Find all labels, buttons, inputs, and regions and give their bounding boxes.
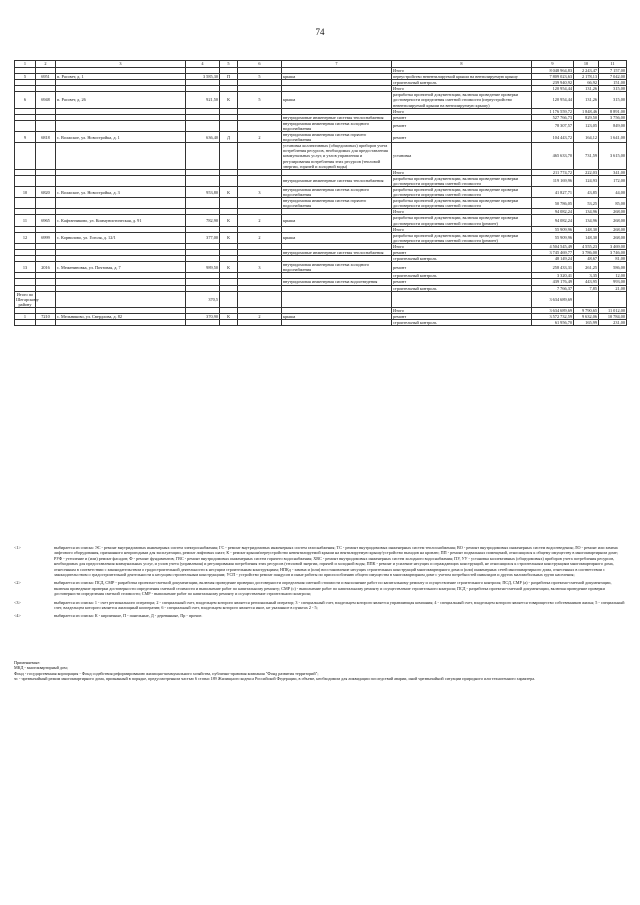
table-cell: крыша (282, 232, 392, 243)
table-cell: 3 786,00 (574, 250, 599, 256)
table-cell: 829,50 (574, 114, 599, 120)
table-row (15, 215, 627, 226)
table-row (15, 186, 627, 197)
table-cell: 55 909,96 (532, 226, 574, 232)
table-cell: Итого (392, 209, 532, 215)
table-cell: 2 (238, 132, 282, 143)
table-cell (56, 320, 186, 326)
table-cell: 123,05 (574, 120, 599, 131)
table-cell: п. Рассвет, д. 1 (56, 74, 186, 80)
table-cell: 151,00 (599, 80, 627, 86)
header-cell: 6 (238, 61, 282, 68)
table-cell: внутридомовая инженерная система водоотведения (282, 279, 392, 285)
table-cell (392, 291, 532, 307)
table-cell: 8 048 964,83 (532, 68, 574, 74)
footnote (14, 545, 626, 577)
table-cell: 315,00 (599, 92, 627, 108)
footnote-text: выбирается из списка: ПСД, СМР - разработка проектно-сметной документации, включая проведение проверки достоверности определения сметной стоимости и выполнение работ по капитальному ремонту и осуществление строительного контроля; ПСД, СМР (а) - разработка проектно-сметной документации, включая проведение проверки достоверности определения сметной стоимости и выполнение работ по капитальному ремонту; СМР (с) - выполнение работ по капитальному ремонту и осуществление строительного контроля; ПСД - разработка проектно-сметной документации, включая проведение проверки достоверности определения сметной стоимости; СМР - выполнение работ по капитальному ремонту и осуществление строительного контроля; (54, 580, 612, 597)
table-cell: 3 756,00 (599, 114, 627, 120)
header-row (15, 61, 627, 68)
table-cell (238, 175, 282, 186)
footnote (14, 600, 626, 611)
table-cell: внутридомовые инженерные системы теплоснабжения (282, 114, 392, 120)
table-row (15, 92, 627, 108)
footnote-text: выбирается из списка: ЭС - ремонт внутридомовых инженерных систем электроснабжения; ГС - ремонт внутридомовых инженерных систем газоснабжения; ТС - ремонт внутридомовых инженерных систем теплоснабжения; ВО - ремонт внутридомовых инженерных систем водоотведения; ЛО - ремонт или замена лифтового оборудования, признанного непригодным для эксплуатации, ремонт лифтовых шахт; К - ремонт крыши/переустройство невентилируемой крыши на вентилируемую крышу/устройство выходов на кровлю; ПП - ремонт подвальных помещений, относящихся к общему имуществу в многоквартирном доме; РУФ - утепление и (или) ремонт фасадов; Ф - ремонт фундаментов; ГВС - ремонт внутридомовых инженерных систем горячего водоснабжения; ХВС - ремонт внутридомовых инженерных систем холодного водоснабжения; ПУ, УУ - установка коллективных (общедомовых) приборов учета потребления ресурсов, необходимых для предоставления коммунальных услуг, и узлов учета (управления) и регулирования потребления этих ресурсов (тепловой энергии, горячей и холодной воды; ППК - ремонт и усиление несущих и ограждающих конструкций, не относящихся к строительным конструкциям многоквартирного дома, отнесенным в соответствии с законодательством о градостроительной деятельности к несущим строительным конструкциям; НПКд - замена и (или) восстановление несущих строительных конструкций многоквартирного дома и (или) инженерных сетей многоквартирного дома, отнесенных в соответствии с законодательством о градостроительной деятельности к несущим строительным конструкциям; УСП - устройство ремонт пандусов и иные работы по приспособлению общего имущества в многоквартирном доме с учетом потребностей инвалидов и других маломобильных групп населения; (54, 545, 618, 578)
header-cell: 8 (392, 61, 532, 68)
table-cell: разработка проектной документации, включая проведение проверки достоверности определения сметной стоимости (392, 198, 532, 209)
table-cell: 6999 (36, 232, 56, 243)
table-cell: 134,96 (574, 209, 599, 215)
table-cell: Итого (392, 243, 532, 249)
table-cell (186, 120, 220, 131)
table-cell: 370,5 (186, 291, 220, 307)
table-cell: ремонт (392, 132, 532, 143)
table-cell: 341,00 (599, 169, 627, 175)
table-cell: 2 (238, 314, 282, 320)
table-cell: 148,30 (574, 232, 599, 243)
table-cell: 268,00 (599, 226, 627, 232)
table-cell: 165,99 (574, 320, 599, 326)
table-cell: 261,25 (574, 262, 599, 273)
table-cell: 5 (15, 74, 36, 80)
table-cell: установка (392, 143, 532, 169)
table-cell: 66,92 (574, 80, 599, 86)
table-cell: п. Рассвет, д. 26 (56, 92, 186, 108)
table-cell: 11 012,00 (599, 307, 627, 313)
header-cell: 7 (282, 61, 392, 68)
table-cell: 1 176 559,72 (532, 108, 574, 114)
table-cell: 12 (15, 232, 36, 243)
table-cell: 81,00 (599, 256, 627, 262)
table-cell: внутридомовые инженерные системы теплоснабжения (282, 175, 392, 186)
table-cell: разработка проектной документации, включая проведение проверки достоверности определения сметной стоимости (ремонт) (392, 232, 532, 243)
footnote-text: выбирается из списка: К - кирпичные, П - панельные, Д - деревянные, Пр - прочие. (54, 613, 203, 619)
footnote-key: <1> (14, 545, 21, 550)
table-cell: Итого по Шегарскому району (16, 291, 39, 307)
table-cell (36, 198, 56, 209)
table-cell: переустройство невентилируемой крыши на вентилируемую крышу (392, 74, 532, 80)
table-cell: внутридомовая инженерная система холодного водоснабжения (282, 120, 392, 131)
table-cell (282, 291, 392, 307)
table-cell: 443,95 (574, 279, 599, 285)
table-cell: 7210 (36, 314, 56, 320)
table-cell: 211 774,72 (532, 169, 574, 175)
table-cell (238, 120, 282, 131)
table-cell: установка коллективных (общедомовых) приборов учета потребления ресурсов, необходимых для предоставления коммунальных услуг, и узлов управления и регулирования потребления этих ресурсов (тепловой энергии, горячей и холодной воды) (282, 143, 392, 169)
abbreviations-legend (14, 660, 626, 682)
table-cell: строительный контроль (392, 320, 532, 326)
table-row (15, 320, 627, 326)
table-cell: 258 433,31 (532, 262, 574, 273)
table-row (15, 291, 627, 307)
header-cell: 3 (56, 61, 186, 68)
table-row (15, 120, 627, 131)
table-cell: 124,93 (574, 175, 599, 186)
table-cell (574, 291, 599, 307)
table-cell: 11 (15, 215, 36, 226)
table-cell: 6965 (36, 215, 56, 226)
table-cell: 10 784,00 (599, 314, 627, 320)
table-cell: 3 585,30 (186, 74, 220, 80)
table-cell: 8 891,00 (599, 108, 627, 114)
table-cell: 41 827,71 (532, 186, 574, 197)
table-cell: с. Корнилово, ул. Гоголя, д. 12/1 (56, 232, 186, 243)
table-cell: 268,00 (599, 232, 627, 243)
table-cell: разработка проектной документации, включая проведение проверки достоверности определения сметной стоимости (392, 186, 532, 197)
table-cell: 50 786,05 (532, 198, 574, 209)
table-cell: К (220, 215, 238, 226)
table-cell: строительный контроль (392, 80, 532, 86)
table-cell: 3 634 689,69 (532, 307, 574, 313)
header-cell: 5 (220, 61, 238, 68)
table-cell: 4 555,23 (574, 243, 599, 249)
table-cell (15, 320, 36, 326)
table-cell: 85,00 (599, 198, 627, 209)
table-cell: 104 443,72 (532, 132, 574, 143)
table-cell: Итого (392, 68, 532, 74)
table-cell (186, 175, 220, 186)
table-cell: 55 909,96 (532, 232, 574, 243)
capital-repair-table (14, 60, 627, 326)
table-cell (15, 143, 36, 169)
table-cell: 268,00 (599, 215, 627, 226)
table-cell: с. Мельниково, ул. Свердлова, д. 82 (56, 314, 186, 320)
table-row (15, 232, 627, 243)
table-cell (36, 120, 56, 131)
table-cell: разработка проектной документации, включая проведение проверки достоверности определения сметной стоимости (переустройство невентилируемой крыши на вентилируемую крышу) (392, 92, 532, 108)
table-cell: 921,50 (186, 92, 220, 108)
table-cell: 48,67 (574, 256, 599, 262)
table-cell: 993,00 (599, 279, 627, 285)
table-row (15, 175, 627, 186)
table-cell: крыша (282, 92, 392, 108)
table-cell (186, 198, 220, 209)
table-cell (186, 320, 220, 326)
table-cell: 9 790,65 (574, 307, 599, 313)
table-cell: 5 (238, 74, 282, 80)
table-cell: 3,35 (574, 273, 599, 279)
table-cell: 222,03 (574, 169, 599, 175)
table-cell: с. Волжское, ул. Новостройка, д. 1 (56, 132, 186, 143)
legend-item: МКД - многоквартирный дом; (14, 665, 68, 671)
table-cell: внутридомовая инженерная система холодного водоснабжения (282, 186, 392, 197)
table-cell: 164,12 (574, 132, 599, 143)
table-cell: 6818 (36, 132, 56, 143)
table-cell: 9 (15, 132, 36, 143)
table-cell: 268,00 (599, 209, 627, 215)
footnote (14, 580, 626, 596)
table-cell: 3 615,00 (599, 143, 627, 169)
table-cell: 731,59 (574, 143, 599, 169)
legend-item: Фонд - государственная корпорация - Фонд содействия реформированию жилищно-коммунального хозяйства, публично-правовая компания "Фонд развития территорий"; (14, 670, 319, 676)
table-cell: 7 157,00 (599, 68, 627, 74)
header-cell: 10 (574, 61, 599, 68)
table-cell (599, 291, 627, 307)
table-cell: 119 169,96 (532, 175, 574, 186)
table-cell: 465 633,70 (532, 143, 574, 169)
table-cell: 120 954,44 (532, 86, 574, 92)
footnote-key: <4> (14, 613, 21, 619)
table-cell: 3 (238, 262, 282, 273)
table-cell: 782,90 (186, 215, 220, 226)
table-cell: строительный контроль (392, 273, 532, 279)
table-cell: 953,80 (186, 186, 220, 197)
footnotes (14, 545, 626, 622)
table-cell: 9 632,06 (574, 314, 599, 320)
table-cell: 7 809 023,63 (532, 74, 574, 80)
table-cell: 6 (15, 92, 36, 108)
legend-title: Применяемые: (14, 660, 41, 665)
table-cell: 3 634 689,69 (532, 291, 574, 307)
table-cell: ремонт (392, 262, 532, 273)
table-cell: 1 641,00 (599, 132, 627, 143)
table-cell: разработка проектной документации, включая проведение проверки достоверности определения сметной стоимости (ремонт) (392, 215, 532, 226)
table-cell (15, 120, 36, 131)
table-cell (238, 291, 282, 307)
header-cell: 4 (186, 61, 220, 68)
table-cell: 527 766,73 (532, 114, 574, 120)
table-cell: 370,90 (186, 314, 220, 320)
table-cell: 586,00 (599, 262, 627, 273)
table-cell: 231,00 (599, 320, 627, 326)
table-cell: 3 572 732,59 (532, 314, 574, 320)
table-cell: 12,00 (599, 273, 627, 279)
table-cell (56, 175, 186, 186)
table-cell (36, 143, 56, 169)
page-number: 74 (315, 27, 325, 37)
table-cell: 7,85 (574, 285, 599, 291)
table-cell: 148,30 (574, 226, 599, 232)
table-cell: 21,00 (599, 285, 627, 291)
table-cell: ремонт (392, 114, 532, 120)
table-cell: К (220, 262, 238, 273)
table-cell: с. Межениновка, ул. Почтовая, д. 7 (56, 262, 186, 273)
table-cell: внутридомовая инженерная система горячего водоснабжения (282, 198, 392, 209)
table-cell: 2016 (36, 262, 56, 273)
header-cell: 11 (599, 61, 627, 68)
table-cell: 5 (238, 92, 282, 108)
table-cell: К (220, 314, 238, 320)
table-cell (220, 120, 238, 131)
table-cell: Итого (392, 86, 532, 92)
footnote-key: <3> (14, 599, 21, 605)
table-cell: с. Кафтанчиково, ул. Коммунистическая, д. 91 (56, 215, 186, 226)
table-cell: 120 954,44 (532, 92, 574, 108)
table-cell: внутридомовые инженерные системы теплоснабжения (282, 250, 392, 256)
table-cell: Итого (392, 307, 532, 313)
table-cell: крыша (282, 314, 392, 320)
table-cell (36, 320, 56, 326)
header-cell: 2 (36, 61, 56, 68)
table-cell: ремонт (392, 120, 532, 131)
table-cell: 849,00 (599, 120, 627, 131)
table-cell: строительный контроль (392, 285, 532, 291)
table-cell: крыша (282, 215, 392, 226)
table-cell: 10 (15, 186, 36, 197)
table-cell (220, 320, 238, 326)
table-cell (238, 198, 282, 209)
table-cell: 2 243,47 (574, 68, 599, 74)
table-cell (220, 143, 238, 169)
table-cell (238, 143, 282, 169)
table-cell: 94 082,24 (532, 209, 574, 215)
table-row (15, 262, 627, 273)
table-cell: 44,00 (599, 186, 627, 197)
table-cell (220, 175, 238, 186)
table-cell: 13 (15, 262, 36, 273)
table-cell: 3 745 469,77 (532, 250, 574, 256)
table-cell: 3 746,00 (599, 250, 627, 256)
table-cell: 1 848,46 (574, 108, 599, 114)
table-cell: 134,96 (574, 215, 599, 226)
table-cell: 131,26 (574, 86, 599, 92)
table-cell: 377,00 (186, 232, 220, 243)
table-cell: П (220, 74, 238, 80)
table-cell: ремонт (392, 250, 532, 256)
table-cell: 239 940,92 (532, 80, 574, 86)
table-cell: К (220, 232, 238, 243)
footnote-text: выбирается из списка: 1 - счет регионального оператора; 2 - специальный счет, владельцем которого является региональный оператор; 3 - специальный счет, владельцем которого является управляющая компания; 4 - специальный счет, владельцем которого является товарищество собственников жилья; 5 - специальный счет, владельцем которого является жилищный кооператив; 6 - специальный счет, владельцем которого является иное, не указанное в пунктах 2 - 5; (54, 599, 625, 611)
table-cell: ремонт (392, 279, 532, 285)
table-cell: 43,85 (574, 186, 599, 197)
table-cell: 6948 (36, 92, 56, 108)
footnote (14, 613, 626, 618)
table-cell: с. Волжское, ул. Новостройка, д. 3 (56, 186, 186, 197)
footnote-key: <2> (14, 580, 21, 586)
table-row (15, 143, 627, 169)
table-cell: Итого (392, 169, 532, 175)
table-cell (56, 143, 186, 169)
table-cell: 172,00 (599, 175, 627, 186)
table-cell: 3 320,41 (532, 273, 574, 279)
table-cell: 2 178,13 (574, 74, 599, 80)
table-cell (56, 198, 186, 209)
table-cell: 53,25 (574, 198, 599, 209)
table-cell: 2 (238, 232, 282, 243)
table-cell: 439 176,49 (532, 279, 574, 285)
table-cell: 7 042,00 (599, 74, 627, 80)
table-cell: внутридомовая инженерная система горячего водоснабжения (282, 132, 392, 143)
table-cell (220, 198, 238, 209)
legend-item: чс - чрезвычайный режим многоквартирного дома, признанный в порядке, предусмотренном частью 6 статьи 189 Жилищного кодекса Российской Федерации, в объеме, необходимом для ликвидации последствий аварии, иной чрезвычайной ситуации природного или техногенного характера. (14, 676, 536, 682)
table-cell: 3 469,00 (599, 243, 627, 249)
table-cell: 94 082,24 (532, 215, 574, 226)
table-cell: К (220, 92, 238, 108)
table-cell: К (220, 186, 238, 197)
table-cell: крыша (282, 74, 392, 80)
table-cell: Итого (392, 108, 532, 114)
table-cell: ремонт (392, 314, 532, 320)
table-cell: внутридомовая инженерная система холодного водоснабжения (282, 262, 392, 273)
table-cell (56, 291, 186, 307)
table-cell: 7 766,37 (532, 285, 574, 291)
table-cell (36, 175, 56, 186)
table-cell: 4 504 545,49 (532, 243, 574, 249)
table-row (15, 132, 627, 143)
table-cell: 6951 (36, 74, 56, 80)
header-cell: 1 (15, 61, 36, 68)
table-cell: строительный контроль (392, 256, 532, 262)
table-cell: Д (220, 132, 238, 143)
table-cell (220, 291, 238, 307)
table-cell: Итого (392, 226, 532, 232)
table-cell (56, 120, 186, 131)
table-cell: 6820 (36, 186, 56, 197)
table-cell: 2 (238, 215, 282, 226)
table-cell: 78 307,57 (532, 120, 574, 131)
table-cell: 989,50 (186, 262, 220, 273)
table-cell: 636,40 (186, 132, 220, 143)
table-cell (186, 143, 220, 169)
table-cell: 1 (15, 314, 36, 320)
table-cell: 131,26 (574, 92, 599, 108)
table-cell (15, 198, 36, 209)
table-cell (15, 175, 36, 186)
table-cell (282, 320, 392, 326)
table-cell: 48 149,24 (532, 256, 574, 262)
header-cell: 9 (532, 61, 574, 68)
table-cell: 61 956,70 (532, 320, 574, 326)
table-row (15, 198, 627, 209)
table-cell: 3 (238, 186, 282, 197)
table-cell: разработка проектной документации, включая проведение проверки достоверности определения сметной стоимости (392, 175, 532, 186)
table-cell: 315,00 (599, 86, 627, 92)
table-cell (238, 320, 282, 326)
